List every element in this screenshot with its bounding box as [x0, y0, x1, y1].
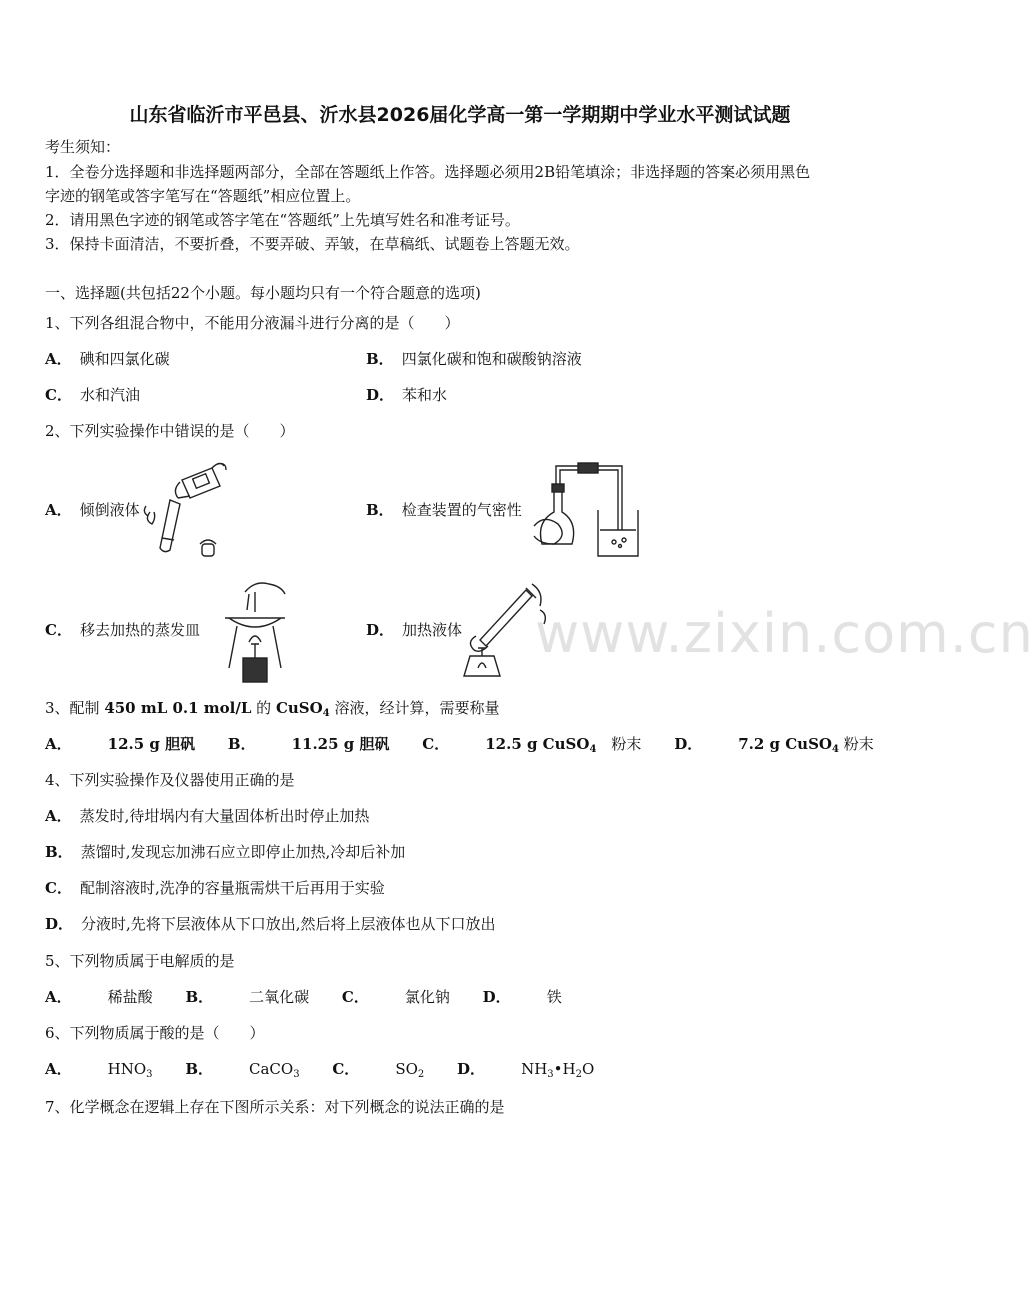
q3-option-c: C． 12.5 g CuSO$_4$ 粉末 [422, 735, 642, 755]
q6-options [45, 1059, 594, 1079]
q5-option-b: B． 二氧化碳 [185, 988, 310, 1006]
q2-option-a: A． 倾倒液体 [45, 501, 140, 519]
q5-option-c: C． 氯化钠 [341, 988, 450, 1006]
q2-option-b: B． 检查装置的气密性 [366, 501, 522, 519]
question-1-stem: 1、下列各组混合物中，不能用分液漏斗进行分离的是（ ） [45, 314, 460, 332]
notice-heading: 考生须知： [45, 138, 121, 156]
q5-option-a: A． 稀盐酸 [45, 988, 153, 1006]
watermark: www.zixin.com.cn [535, 602, 1034, 665]
pouring-liquid-figure [140, 460, 230, 560]
q3-options [45, 734, 874, 754]
q1-option-c: C． 水和汽油 [45, 386, 140, 404]
q6-option-d: D． $NH_3•H_2O$ [457, 1060, 595, 1080]
question-7-stem: 7、化学概念在逻辑上存在下图所示关系：对下列概念的说法正确的是 [45, 1098, 505, 1116]
q1-option-a: A． 碘和四氯化碳 [45, 350, 170, 368]
notice-item: 3．保持卡面清洁，不要折叠，不要弄破、弄皱，在草稿纸、试题卷上答题无效。 [45, 235, 580, 253]
question-5-stem: 5、下列物质属于电解质的是 [45, 952, 235, 970]
q6-option-c: C． $SO_2$ [332, 1060, 425, 1080]
q6-option-b: B． CaCO$_3$ [185, 1060, 300, 1080]
q3-option-d: D． 7.2 g CuSO$_4$ 粉末 [674, 735, 874, 755]
q1-option-d: D． 苯和水 [366, 386, 448, 404]
airtightness-check-figure [530, 460, 640, 562]
question-3-stem: 3、配制 450 mL 0.1 mol/L 的 CuSO$_4$ 溶液，经计算，需要称量 [45, 699, 500, 719]
q4-option-c: C． 配制溶液时,洗净的容量瓶需烘干后再用于实验 [45, 879, 385, 897]
q3-option-a: A． 12.5 g 胆矾 [45, 735, 196, 753]
notice-item: 2．请用黑色字迹的钢笔或答字笔在“答题纸”上先填写姓名和准考证号。 [45, 211, 520, 229]
q2-option-d: D． 加热液体 [366, 621, 463, 639]
q4-option-b: B． 蒸馏时,发现忘加沸石应立即停止加热,冷却后补加 [45, 843, 406, 861]
q5-options [45, 987, 562, 1007]
notice-item: 1．全卷分选择题和非选择题两部分，全部在答题纸上作答。选择题必须用2B铅笔填涂；非选择题的答案必须用黑色 [45, 163, 811, 181]
question-2-stem: 2、下列实验操作中错误的是（ ） [45, 422, 295, 440]
question-6-stem: 6、下列物质属于酸的是（ ） [45, 1024, 265, 1042]
q4-option-a: A． 蒸发时,待坩埚内有大量固体析出时停止加热 [45, 807, 370, 825]
q3-option-b: B． 11.25 g 胆矾 [227, 735, 390, 753]
q6-option-a: A． $HNO_3$ [45, 1060, 153, 1080]
q1-option-b: B． 四氯化碳和饱和碳酸钠溶液 [366, 350, 582, 368]
q5-option-d: D． 铁 [482, 988, 562, 1006]
question-4-stem: 4、下列实验操作及仪器使用正确的是 [45, 771, 295, 789]
page-title: 山东省临沂市平邑县、沂水县2026届化学高一第一学期期中学业水平测试试题 [129, 104, 791, 126]
notice-item: 字迹的钢笔或答字笔写在“答题纸”相应位置上。 [45, 187, 361, 205]
q2-option-c: C． 移去加热的蒸发皿 [45, 621, 200, 639]
evaporating-dish-figure [215, 578, 295, 686]
q4-option-d: D． 分液时,先将下层液体从下口放出,然后将上层液体也从下口放出 [45, 915, 496, 933]
section-heading: 一、选择题(共包括22个小题。每小题均只有一个符合题意的选项) [45, 284, 481, 302]
